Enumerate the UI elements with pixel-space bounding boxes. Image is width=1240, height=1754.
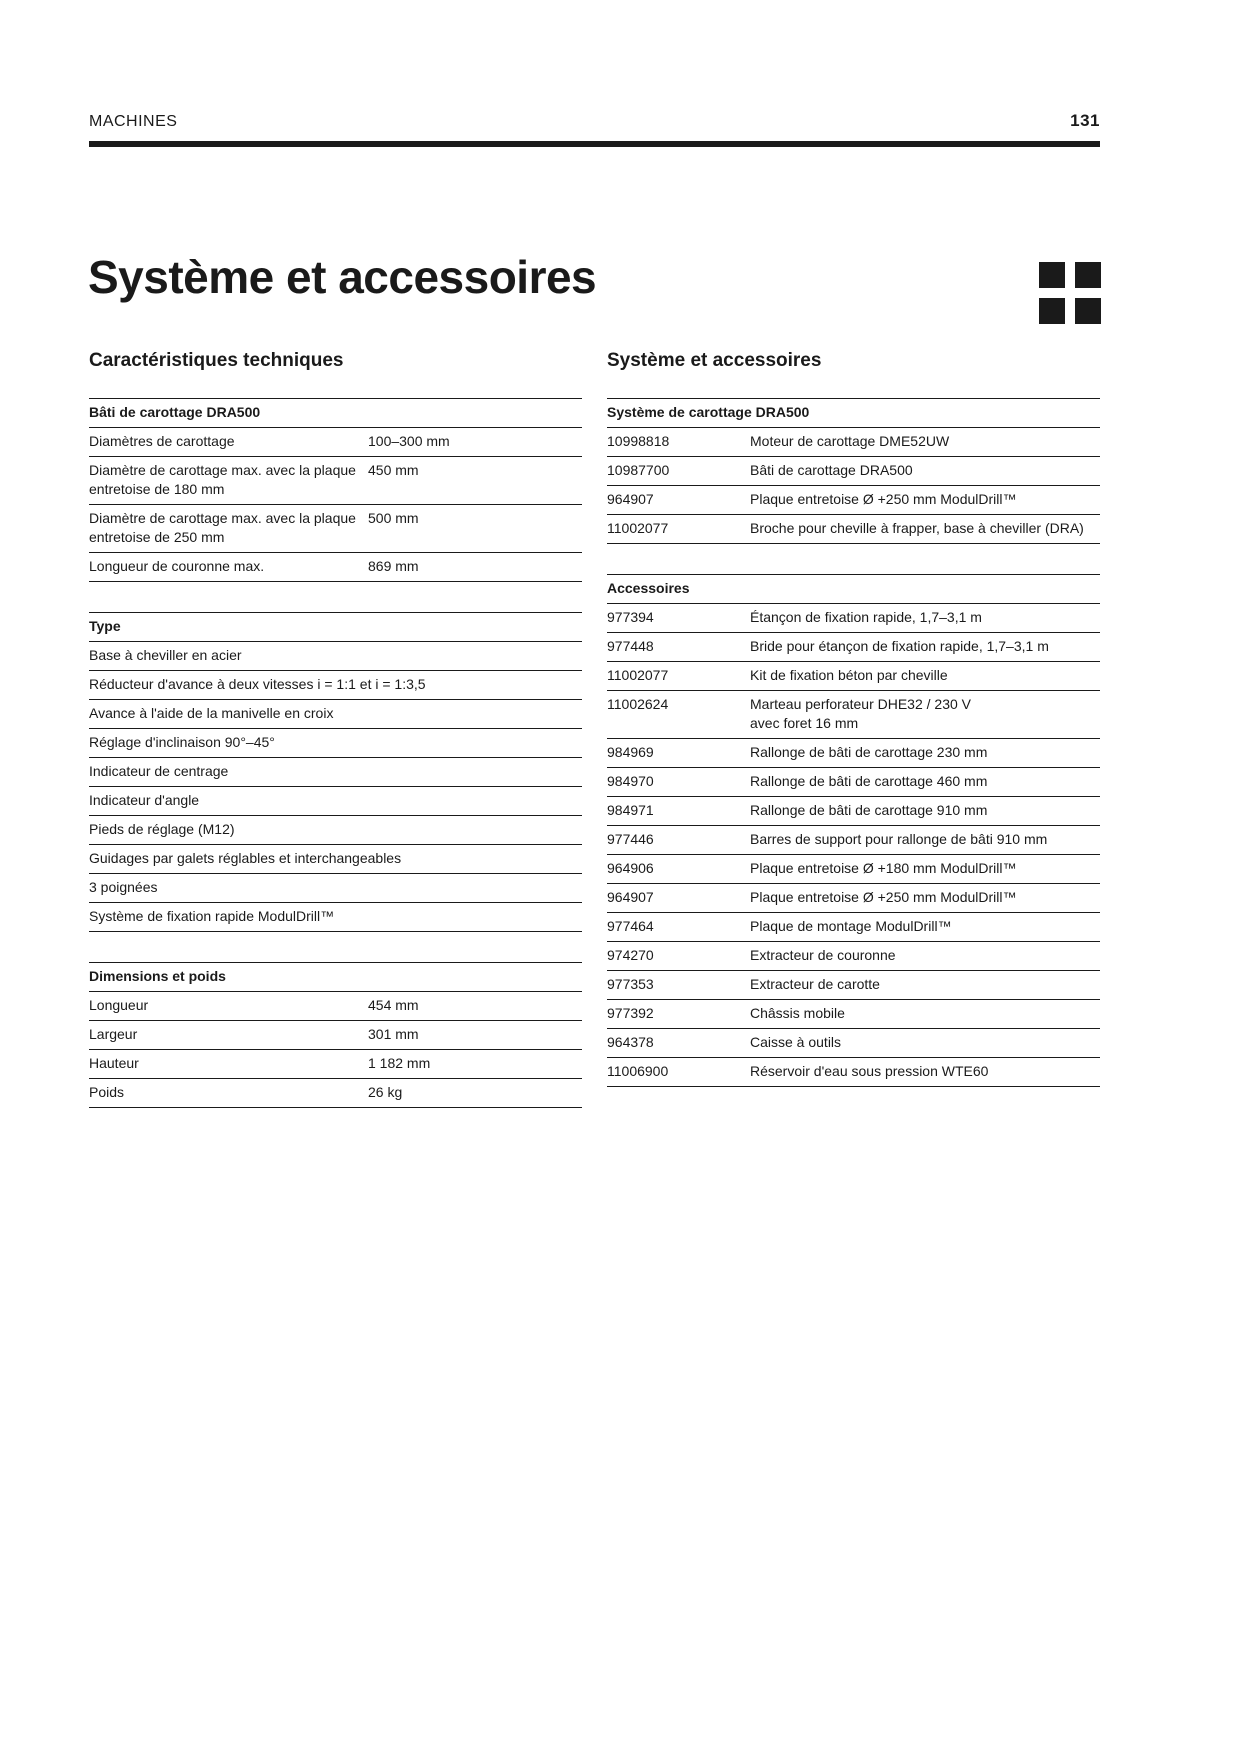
table-row <box>607 486 1100 515</box>
table-row <box>607 662 1100 691</box>
table-row <box>89 428 582 457</box>
row-text: Réglage d'inclinaison 90°–45° <box>89 734 275 750</box>
row-value: Barres de support pour rallonge de bâti 910 mm <box>750 831 1048 847</box>
row-label: 977392 <box>607 1005 654 1021</box>
row-value: Extracteur de couronne <box>750 947 896 963</box>
row-label: 10987700 <box>607 462 670 478</box>
bati-table <box>89 398 582 582</box>
row-value: 869 mm <box>368 558 419 574</box>
row-text: Avance à l'aide de la manivelle en croix <box>89 705 334 721</box>
row-text: Réducteur d'avance à deux vitesses i = 1:1 et i = 1:3,5 <box>89 676 426 692</box>
row-label: 964906 <box>607 860 654 876</box>
row-value: Moteur de carottage DME52UW <box>750 433 950 449</box>
row-value: 1 182 mm <box>368 1055 431 1071</box>
header-rule <box>89 141 1100 147</box>
row-label: Largeur <box>89 1026 138 1042</box>
row-label: Longueur de couronne max. <box>89 558 265 574</box>
table-row <box>89 1079 582 1108</box>
type-table <box>89 612 582 932</box>
row-value: Marteau perforateur DHE32 / 230 V avec foret 16 mm <box>750 696 972 731</box>
row-text: Indicateur de centrage <box>89 763 229 779</box>
row-text: 3 poignées <box>89 879 158 895</box>
table-row <box>607 768 1100 797</box>
table-row <box>607 515 1100 544</box>
row-value: 100–300 mm <box>368 433 450 449</box>
row-label: 984969 <box>607 744 654 760</box>
table-row <box>89 787 582 816</box>
row-label: 11006900 <box>607 1063 669 1079</box>
system-rows <box>607 428 1100 544</box>
row-value: Rallonge de bâti de carottage 910 mm <box>750 802 988 818</box>
row-value: 26 kg <box>368 1084 403 1100</box>
table-row <box>607 428 1100 457</box>
row-value: Extracteur de carotte <box>750 976 880 992</box>
row-label: 977394 <box>607 609 654 625</box>
table-row <box>89 642 582 671</box>
row-value: Plaque entretoise Ø +250 mm ModulDrill™ <box>750 889 1017 905</box>
row-label: 984971 <box>607 802 654 818</box>
table-row <box>607 826 1100 855</box>
table-row <box>89 700 582 729</box>
section-label: MACHINES <box>89 113 178 130</box>
left-column <box>89 350 582 1138</box>
table-row <box>89 505 582 553</box>
row-label: 11002624 <box>607 696 669 712</box>
row-text: Base à cheviller en acier <box>89 647 242 663</box>
row-label: 10998818 <box>607 433 670 449</box>
table-row <box>607 855 1100 884</box>
row-value: 500 mm <box>368 510 419 526</box>
row-label: 984970 <box>607 773 654 789</box>
table-row <box>607 1000 1100 1029</box>
table-row <box>607 633 1100 662</box>
row-text: Pieds de réglage (M12) <box>89 821 235 837</box>
row-label: Diamètre de carottage max. avec la plaque entretoise de 180 mm <box>89 462 356 497</box>
row-label: Diamètres de carottage <box>89 433 235 449</box>
row-label: 11002077 <box>607 520 669 536</box>
row-value: 454 mm <box>368 997 419 1013</box>
table-row <box>89 729 582 758</box>
row-value: Plaque entretoise Ø +180 mm ModulDrill™ <box>750 860 1017 876</box>
row-value: Kit de fixation béton par cheville <box>750 667 948 683</box>
table-row <box>89 1050 582 1079</box>
specs-heading: Caractéristiques techniques <box>89 350 344 371</box>
table-row <box>607 797 1100 826</box>
row-value: Broche pour cheville à frapper, base à cheviller (DRA) <box>750 520 1084 536</box>
bati-table-title: Bâti de carottage DRA500 <box>89 398 582 428</box>
row-value: Étançon de fixation rapide, 1,7–3,1 m <box>750 609 982 625</box>
page-title: Système et accessoires <box>88 251 597 303</box>
row-value: Bride pour étançon de fixation rapide, 1,7–3,1 m <box>750 638 1049 654</box>
table-row <box>89 903 582 932</box>
table-row <box>607 604 1100 633</box>
table-row <box>89 758 582 787</box>
table-row <box>607 1029 1100 1058</box>
table-row <box>89 457 582 505</box>
row-label: 974270 <box>607 947 654 963</box>
page-number: 131 <box>1070 111 1100 130</box>
row-text: Système de fixation rapide ModulDrill™ <box>89 908 335 924</box>
system-table <box>607 398 1100 544</box>
table-row <box>607 691 1100 739</box>
row-label: 964907 <box>607 491 654 507</box>
row-label: 977446 <box>607 831 654 847</box>
table-row <box>607 1058 1100 1087</box>
table-row <box>607 884 1100 913</box>
row-label: 11002077 <box>607 667 669 683</box>
row-value: Rallonge de bâti de carottage 230 mm <box>750 744 988 760</box>
table-row <box>607 457 1100 486</box>
dimensions-rows <box>89 992 582 1108</box>
row-text: Indicateur d'angle <box>89 792 200 808</box>
accessories-rows <box>607 604 1100 1087</box>
table-row <box>607 971 1100 1000</box>
row-label: 964907 <box>607 889 654 905</box>
row-label: 977464 <box>607 918 654 934</box>
row-label: 977448 <box>607 638 654 654</box>
table-row <box>89 874 582 903</box>
table-row <box>89 1021 582 1050</box>
row-value: 301 mm <box>368 1026 419 1042</box>
table-row <box>607 942 1100 971</box>
table-row <box>89 816 582 845</box>
row-label: 964378 <box>607 1034 654 1050</box>
row-value: Rallonge de bâti de carottage 460 mm <box>750 773 988 789</box>
dimensions-table <box>89 962 582 1108</box>
row-label: Poids <box>89 1084 125 1100</box>
type-table-title: Type <box>89 612 582 642</box>
table-row <box>89 992 582 1021</box>
row-label: Diamètre de carottage max. avec la plaque entretoise de 250 mm <box>89 510 356 545</box>
row-value: Plaque de montage ModulDrill™ <box>750 918 952 934</box>
system-table-title: Système de carottage DRA500 <box>607 398 1100 428</box>
row-value: Bâti de carottage DRA500 <box>750 462 913 478</box>
row-label: Hauteur <box>89 1055 139 1071</box>
row-value: Caisse à outils <box>750 1034 842 1050</box>
brand-logo-icon <box>1039 262 1101 324</box>
row-text: Guidages par galets réglables et interchangeables <box>89 850 402 866</box>
row-value: Plaque entretoise Ø +250 mm ModulDrill™ <box>750 491 1017 507</box>
system-heading: Système et accessoires <box>607 350 822 371</box>
table-row <box>607 913 1100 942</box>
table-row <box>89 671 582 700</box>
row-label: Longueur <box>89 997 149 1013</box>
accessories-table-title: Accessoires <box>607 574 1100 604</box>
row-value: Réservoir d'eau sous pression WTE60 <box>750 1063 989 1079</box>
dimensions-table-title: Dimensions et poids <box>89 962 582 992</box>
accessories-table <box>607 574 1100 1087</box>
right-column <box>607 350 1100 1117</box>
type-rows <box>89 642 582 932</box>
table-row <box>89 845 582 874</box>
row-label: 977353 <box>607 976 654 992</box>
table-row <box>89 553 582 582</box>
row-value: Châssis mobile <box>750 1005 845 1021</box>
table-row <box>607 739 1100 768</box>
row-value: 450 mm <box>368 462 419 478</box>
bati-rows <box>89 428 582 582</box>
